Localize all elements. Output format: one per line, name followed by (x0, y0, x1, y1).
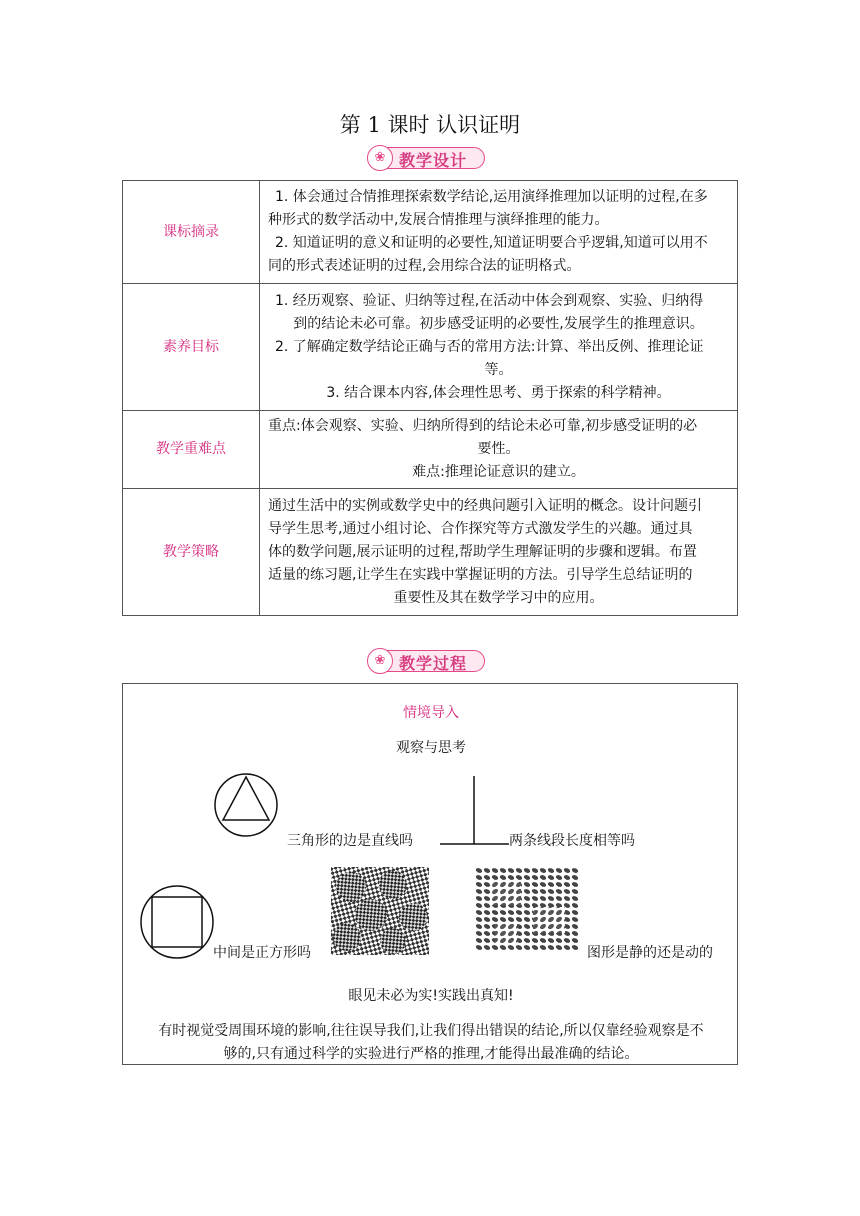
lesson-title: 第 1 课时 认识证明 (339, 113, 521, 137)
subheading: 观察与思考 (396, 740, 466, 756)
row-content: 重点:体会观察、实验、归纳所得到的结论未必可靠,初步感受证明的必 要性。 难点:推理论证意识的建立。 (260, 411, 738, 489)
row-content: 1. 体会通过合情推理探索数学结论,运用演绎推理加以证明的过程,在多 种形式的数学活动中,发展合情推理与演绎推理的能力。 2. 知道证明的意义和证明的必要性,知道证明要合乎逻辑,知道可以用不 同的形式表述证明的过程,会用综合法的证明格式。 (260, 181, 738, 284)
section-heading: 情境导入 (403, 705, 459, 721)
design-table (122, 180, 738, 616)
row-content: 通过生活中的实例或数学史中的经典问题引入证明的概念。设计问题引 导学生思考,通过小组讨论、合作探究等方式激发学生的兴趣。通过具 体的数学问题,展示证明的过程,帮助学生理解证明的步骤和逻辑。布置 适量的练习题,让学生在实践中掌握证明的方法。引导学生总结证明的 重要性及其在数学学习中的应用。 (260, 489, 738, 616)
conclusion-line: 有时视觉受周围环境的影响,往往误导我们,让我们得出错误的结论,所以仅靠经验观察是不 (158, 1023, 704, 1039)
square-caption: 中间是正方形吗 (213, 945, 311, 961)
table-row (123, 489, 738, 616)
motion-caption: 图形是静的还是动的 (587, 945, 713, 961)
conclusion-line: 够的,只有通过科学的实验进行严格的推理,才能得出最准确的结论。 (223, 1046, 639, 1062)
table-row (123, 411, 738, 489)
lotus-icon: ❀ (367, 145, 393, 171)
table-row (123, 284, 738, 411)
slogan: 眼见未必为实!实践出真知! (348, 988, 514, 1004)
section-badge-process: ❀ 教学过程 (367, 648, 487, 674)
table-row (123, 181, 738, 284)
triangle-in-circle-figure (213, 772, 279, 838)
row-label: 教学重难点 (123, 411, 260, 489)
two-segments-figure (439, 774, 511, 846)
motion-illusion-image (475, 867, 579, 952)
segments-caption: 两条线段长度相等吗 (509, 833, 635, 849)
row-label: 教学策略 (123, 489, 260, 616)
section-badge-design: ❀ 教学设计 (367, 145, 487, 171)
row-label: 课标摘录 (123, 181, 260, 284)
row-label: 素养目标 (123, 284, 260, 411)
triangle-caption: 三角形的边是直线吗 (287, 833, 413, 849)
lotus-icon: ❀ (367, 648, 393, 674)
row-content: 1. 经历观察、验证、归纳等过程,在活动中体会到观察、实验、归纳得 到的结论未必可靠。初步感受证明的必要性,发展学生的推理意识。 2. 了解确定数学结论正确与否的常用方法:计算、举出反例、推理论证 等。 3. 结合课本内容,体会理性思考、勇于探索的科学精神。 (260, 284, 738, 411)
square-in-circle-figure (139, 884, 215, 960)
process-box (122, 683, 738, 1065)
rotating-illusion-image (331, 867, 429, 955)
